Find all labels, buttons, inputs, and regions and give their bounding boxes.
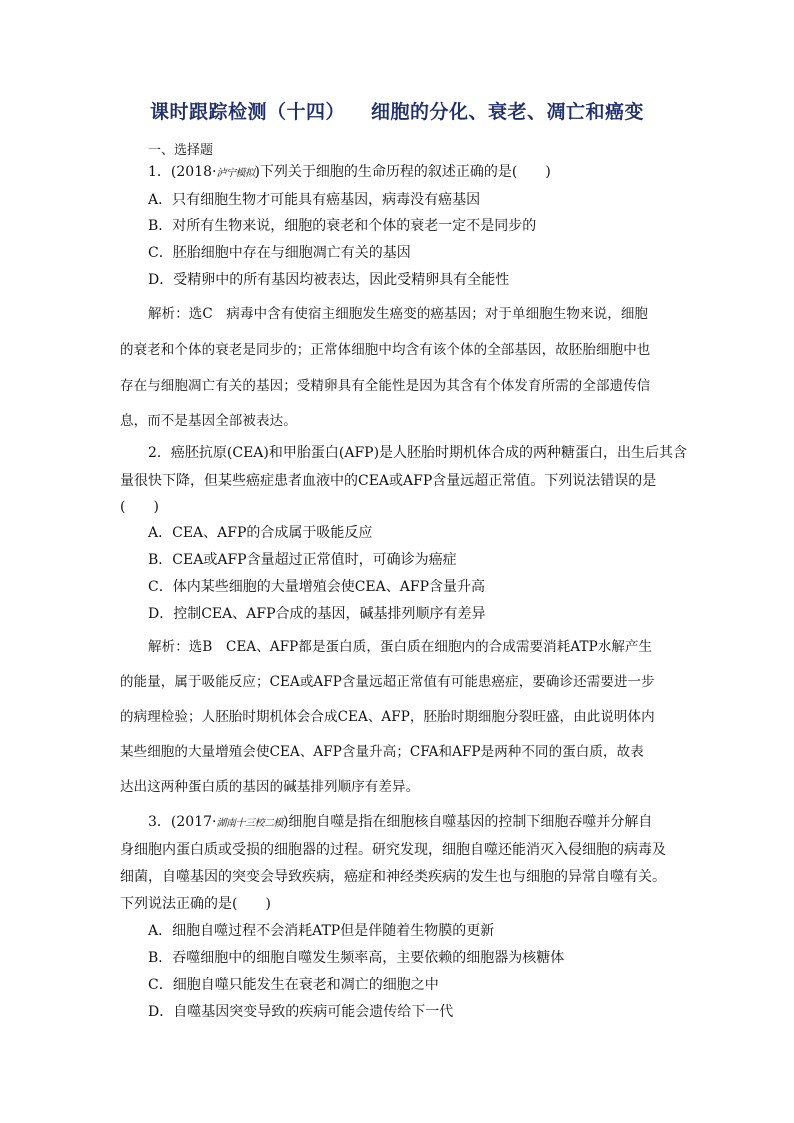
q1-option-d: D．受精卵中的所有基因均被表达，因此受精卵具有全能性	[148, 272, 510, 288]
title-right: 细胞的分化、衰老、凋亡和癌变	[371, 101, 645, 123]
q2-option-a: A．CEA、AFP的合成属于吸能反应	[148, 525, 373, 541]
q1-option-a: A．只有细胞生物才可能具有癌基因，病毒没有癌基因	[148, 192, 481, 208]
q3-stem-text: )细胞自噬是指在细胞核自噬基因的控制下细胞吞噬并分解自	[282, 814, 653, 830]
q2-analysis-line-5: 达出这两种蛋白质的基因的碱基排列顺序有差异。	[120, 779, 420, 795]
q1-analysis-line-1: 解析：选C 病毒中含有使宿主细胞发生癌变的癌基因；对于单细胞生物来说，细胞	[148, 306, 649, 322]
q3-stem-line-4: 下列说法正确的是( )	[120, 896, 271, 912]
q1-option-b: B．对所有生物来说，细胞的衰老和个体的衰老一定不是同步的	[148, 218, 537, 234]
q1-option-c: C．胚胎细胞中存在与细胞凋亡有关的基因	[148, 245, 411, 261]
q3-stem-line-2: 身细胞内蛋白质或受损的细胞器的过程。研究发现，细胞自噬还能消灭入侵细胞的病毒及	[120, 842, 666, 858]
q2-option-c: C．体内某些细胞的大量增殖会使CEA、AFP含量升高	[148, 579, 485, 595]
q3-stem-line-1	[148, 813, 652, 833]
q3-source: 湖南十三校二模	[216, 818, 283, 829]
q1-source-prefix: (2018·	[170, 164, 217, 180]
q2-stem-line-3: ( )	[120, 499, 159, 515]
q3-source-prefix: (2017·	[170, 814, 217, 830]
q1-analysis-line-4: 息，而不是基因全部被表达。	[120, 413, 297, 429]
q3-option-a: A．细胞自噬过程不会消耗ATP但是伴随着生物膜的更新	[148, 923, 495, 939]
q1-analysis-line-3: 存在与细胞凋亡有关的基因；受精卵具有全能性是因为其含有个体发育所需的全部遗传信	[120, 378, 651, 394]
q1-stem	[148, 163, 551, 183]
q2-analysis-line-4: 某些细胞的大量增殖会使CEA、AFP含量升高；CFA和AFP是两种不同的蛋白质，故表	[120, 744, 644, 760]
page-title	[0, 97, 794, 124]
q3-option-b: B．吞噬细胞中的细胞自噬发生频率高，主要依赖的细胞器为核糖体	[148, 950, 565, 966]
q2-stem-line-1: 2．癌胚抗原(CEA)和甲胎蛋白(AFP)是人胚胎时期机体合成的两种糖蛋白，出生后其含	[148, 445, 688, 461]
q1-number: 1．	[148, 164, 171, 180]
section-heading: 一、选择题	[148, 143, 214, 158]
title-left: 课时跟踪检测（十四）	[149, 101, 345, 123]
q3-option-c: C．细胞自噬只能发生在衰老和凋亡的细胞之中	[148, 977, 439, 993]
q3-option-d: D．自噬基因突变导致的疾病可能会遗传给下一代	[148, 1004, 454, 1020]
q3-number: 3．	[148, 814, 171, 830]
q2-analysis-line-1: 解析：选B CEA、AFP都是蛋白质，蛋白质在细胞内的合成需要消耗ATP水解产生	[148, 639, 653, 655]
q1-stem-text: )下列关于细胞的生命历程的叙述正确的是( )	[254, 164, 551, 180]
q2-analysis-line-2: 的能量，属于吸能反应；CEA或AFP含量远超正常值有可能患癌症，要确诊还需要进一步	[120, 674, 655, 690]
q1-source: 泸宁模拟	[216, 168, 255, 179]
q2-option-b: B．CEA或AFP含量超过正常值时，可确诊为癌症	[148, 552, 457, 568]
q2-stem-line-2: 量很快下降，但某些癌症患者血液中的CEA或AFP含量远超正常值。下列说法错误的是	[120, 473, 657, 489]
q3-stem-line-3: 细菌，自噬基因的突变会导致疾病，癌症和神经类疾病的发生也与细胞的异常自噬有关。	[120, 869, 666, 885]
q2-option-d: D．控制CEA、AFP合成的基因，碱基排列顺序有差异	[148, 606, 486, 622]
q1-analysis-line-2: 的衰老和个体的衰老是同步的；正常体细胞中均含有该个体的全部基因，故胚胎细胞中也	[120, 342, 651, 358]
q2-analysis-line-3: 的病理检验；人胚胎时期机体会合成CEA、AFP，胚胎时期细胞分裂旺盛，由此说明体内	[120, 709, 655, 725]
